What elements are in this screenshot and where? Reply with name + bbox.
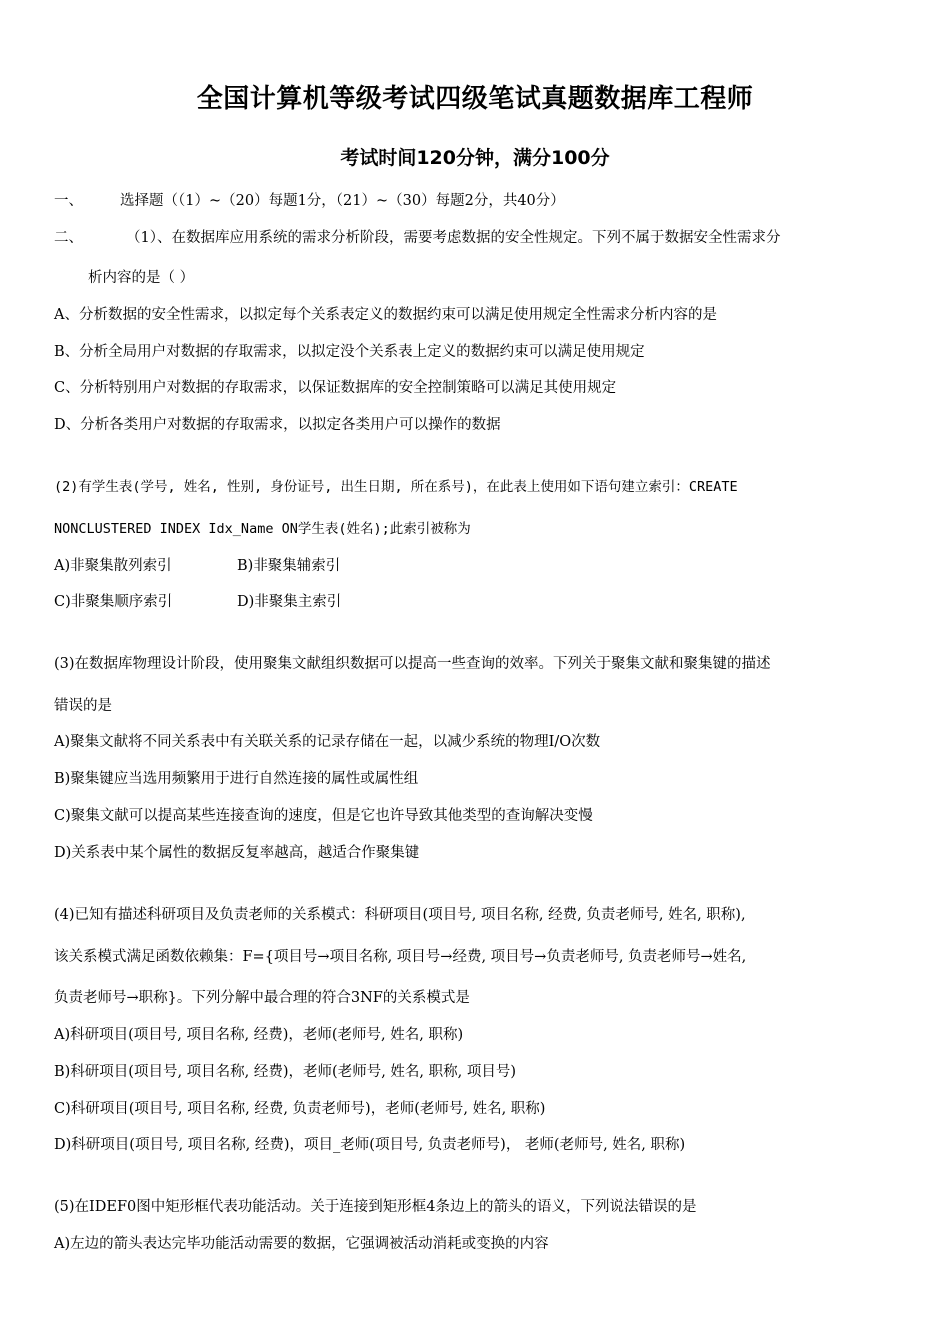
- q1-option-c: C、分析特别用户对数据的存取需求，以保证数据库的安全控制策略可以满足其使用规定: [54, 380, 617, 396]
- q2-option-b: B)非聚集辅索引: [237, 558, 341, 574]
- q3-option-d: D)关系表中某个属性的数据反复率越高，越适合作聚集键: [54, 845, 420, 861]
- q4-option-d: D)科研项目(项目号, 项目名称, 经费)，项目_老师(项目号, 负责老师号)， 老师(老师号, 姓名, 职称): [54, 1137, 686, 1153]
- q1-option-b: B、分析全局用户对数据的存取需求，以拟定没个关系表上定义的数据约束可以满足使用规定: [54, 344, 645, 360]
- q4-stem-line2: 该关系模式满足函数依赖集：F={项目号→项目名称, 项目号→经费, 项目号→负责老师号, 负责老师号→姓名,: [54, 949, 747, 965]
- page-title: 全国计算机等级考试四级笔试真题数据库工程师: [196, 84, 754, 114]
- section-one-heading: 选择题（（1）~（20）每题1分，（21）~（30）每题2分，共40分）: [120, 193, 565, 209]
- q4-option-b: B)科研项目(项目号, 项目名称, 经费)，老师(老师号, 姓名, 职称, 项目号): [54, 1064, 517, 1080]
- q1-stem-line1: （1）、在数据库应用系统的需求分析阶段，需要考虑数据的安全性规定。下列不属于数据安全性需求分: [126, 230, 781, 246]
- q2-option-c: C)非聚集顺序索引: [54, 594, 173, 610]
- q4-option-a: A)科研项目(项目号, 项目名称, 经费)，老师(老师号, 姓名, 职称): [54, 1027, 464, 1043]
- q3-option-c: C)聚集文献可以提高某些连接查询的速度，但是它也许导致其他类型的查询解决变慢: [54, 808, 593, 824]
- q4-stem-line3: 负责老师号→职称}。下列分解中最合理的符合3NF的关系模式是: [54, 990, 470, 1006]
- q3-stem-line1: (3)在数据库物理设计阶段，使用聚集文献组织数据可以提高一些查询的效率。下列关于聚集文献和聚集键的描述: [54, 656, 771, 672]
- q5-option-a: A)左边的箭头表达完毕功能活动需要的数据，它强调被活动消耗或变换的内容: [54, 1236, 549, 1252]
- q2-stem-line1: (2)有学生表(学号, 姓名, 性别, 身份证号, 出生日期, 所在系号)，在此表上使用如下语句建立索引：CREATE: [54, 479, 738, 495]
- exam-duration-subtitle: 考试时间120分钟，满分100分: [340, 147, 610, 169]
- q4-option-c: C)科研项目(项目号, 项目名称, 经费, 负责老师号)，老师(老师号, 姓名, 职称): [54, 1101, 546, 1117]
- q1-stem-line2: 析内容的是（ ）: [88, 270, 195, 286]
- q3-option-b: B)聚集键应当选用频繁用于进行自然连接的属性或属性组: [54, 771, 419, 787]
- q3-stem-line2: 错误的是: [54, 698, 112, 714]
- q1-option-d: D、分析各类用户对数据的存取需求，以拟定各类用户可以操作的数据: [54, 417, 501, 433]
- q4-stem-line1: (4)已知有描述科研项目及负责老师的关系模式：科研项目(项目号, 项目名称, 经费, 负责老师号, 姓名, 职称),: [54, 907, 746, 923]
- q1-option-a: A、分析数据的安全性需求，以拟定每个关系表定义的数据约束可以满足使用规定全性需求分析内容的是: [54, 307, 717, 323]
- q2-stem-line2: NONCLUSTERED INDEX Idx_Name ON学生表(姓名);此索引被称为: [54, 521, 471, 537]
- q2-option-a: A)非聚集散列索引: [54, 558, 172, 574]
- section-one-number: 一、: [54, 193, 83, 209]
- section-two-number: 二、: [54, 230, 83, 246]
- q5-stem-line1: (5)在IDEF0图中矩形框代表功能活动。关于连接到矩形框4条边上的箭头的语义，下列说法错误的是: [54, 1199, 697, 1215]
- q3-option-a: A)聚集文献将不同关系表中有关联关系的记录存储在一起，以减少系统的物理I/O次数: [54, 734, 601, 750]
- q2-option-d: D)非聚集主索引: [237, 594, 342, 610]
